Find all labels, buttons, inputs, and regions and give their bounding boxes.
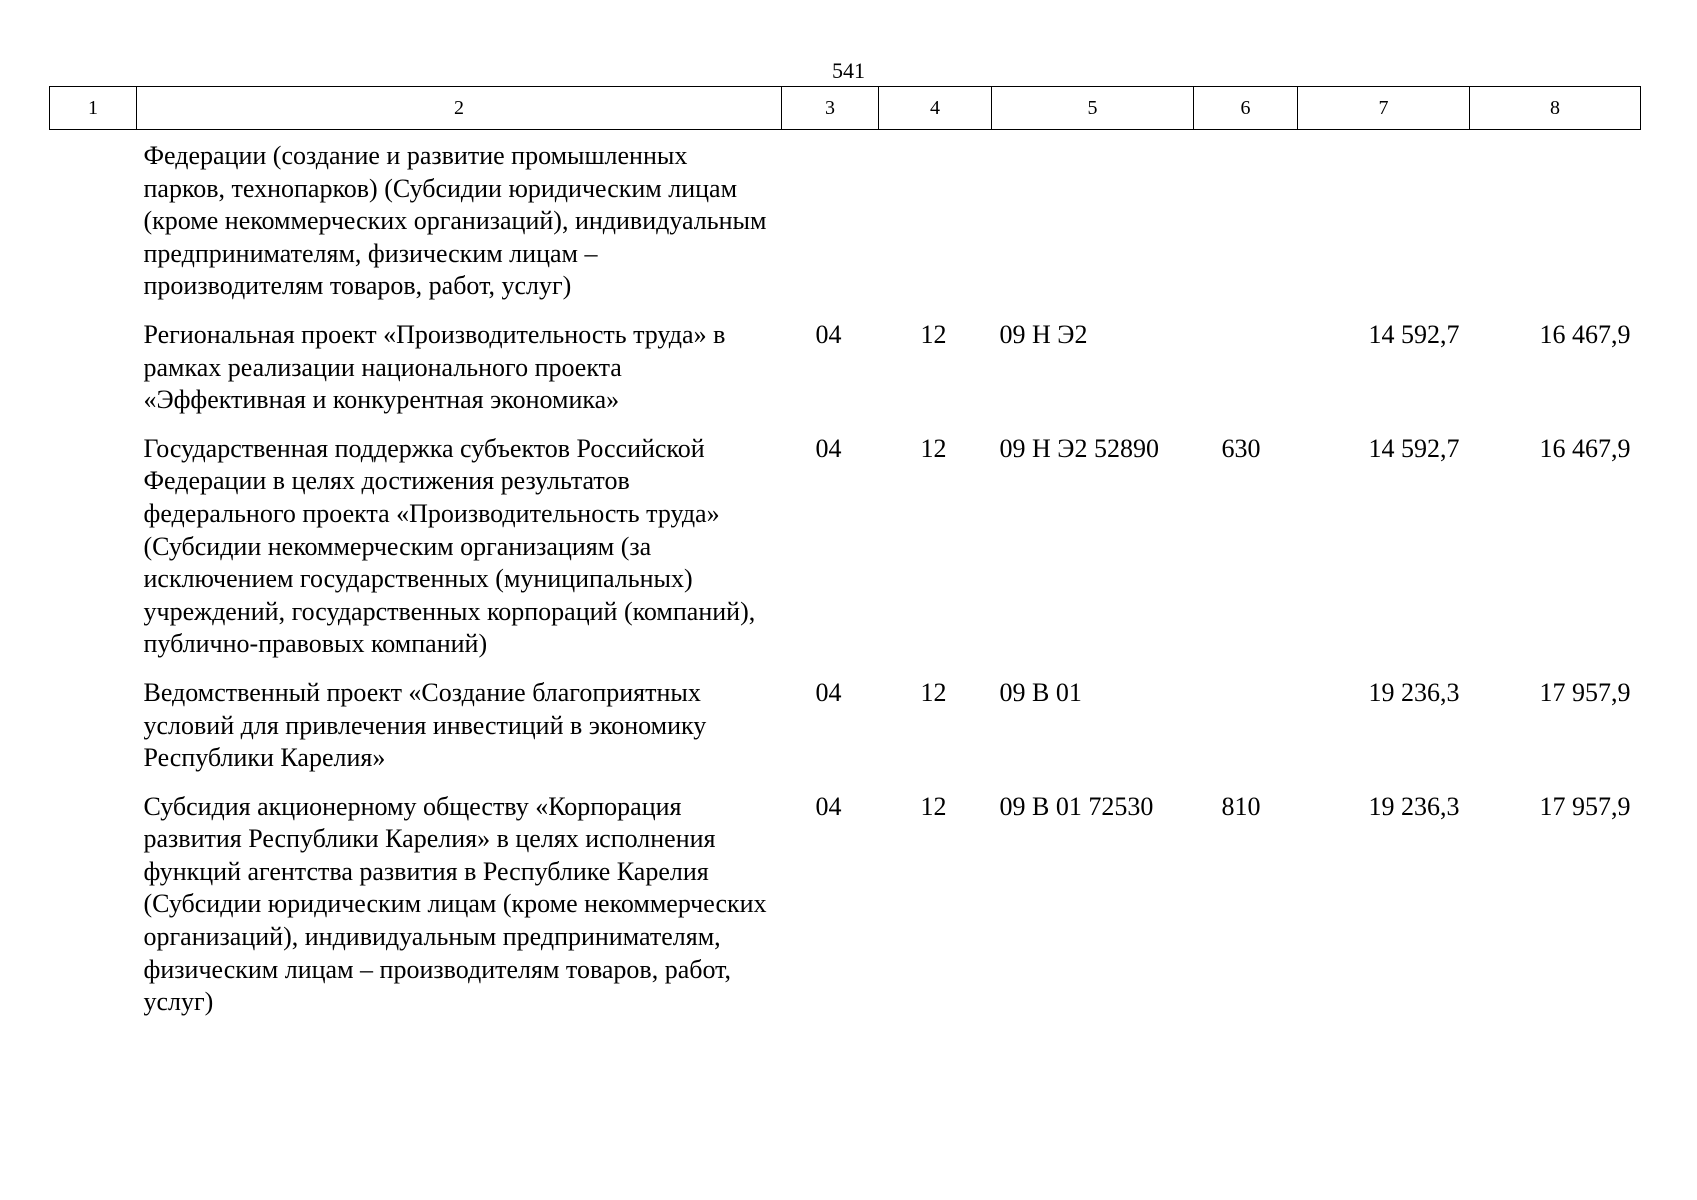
row-csr: 09 Н Э2 [999,319,1088,349]
row-podrazdel: 12 [920,677,947,707]
row-csr: 09 Н Э2 52890 [999,433,1159,463]
budget-table [49,86,1641,1035]
row-podrazdel: 12 [920,319,947,349]
row-vr [1194,319,1298,433]
row-name: Субсидия акционерному обществу «Корпорация развития Республики Карелия» в целях исполнения функций агентства развития в Республике Карелия (Субсидии юридическим лицам (кроме некоммерческих организаций), индивидуальным предпринимателям, физическим лицам – производителям товаров, работ, услуг) [143,791,767,1017]
table-row [50,319,1641,433]
row-podrazdel: 12 [920,791,947,821]
row-year2 [1470,130,1641,319]
row-razdel [782,130,879,319]
header-col-2: 2 [137,87,782,130]
row-year1: 19 236,3 [1368,677,1460,707]
header-col-8: 8 [1470,87,1641,130]
header-col-4: 4 [879,87,992,130]
row-name: Федерации (создание и развитие промышленных парков, технопарков) (Субсидии юридическим лицам (кроме некоммерческих организаций), индивидуальным предпринимателям, физическим лицам – производителям товаров, работ, услуг) [143,141,767,301]
table-header [50,87,1641,130]
row-vr [1194,677,1298,791]
row-year2: 16 467,9 [1539,433,1631,463]
row-razdel: 04 [815,677,842,707]
header-col-1: 1 [50,87,137,130]
row-year2: 16 467,9 [1539,319,1631,349]
row-vr: 810 [1221,791,1261,821]
row-year1: 14 592,7 [1368,319,1460,349]
table-row [50,130,1641,319]
row-vr [1194,130,1298,319]
header-row [50,87,1641,130]
row-podrazdel: 12 [920,433,947,463]
row-podrazdel [879,130,992,319]
table-row [50,791,1641,1035]
header-col-7: 7 [1298,87,1470,130]
row-csr: 09 В 01 [999,677,1082,707]
row-csr: 09 В 01 72530 [999,791,1154,821]
row-year1: 14 592,7 [1368,433,1460,463]
page-number: 541 [832,58,865,83]
row-razdel: 04 [815,433,842,463]
row-year1 [1298,130,1470,319]
header-col-3: 3 [782,87,879,130]
row-year1: 19 236,3 [1368,791,1460,821]
row-name: Ведомственный проект «Создание благоприятных условий для привлечения инвестиций в экономику Республики Карелия» [143,677,707,773]
row-razdel: 04 [815,319,842,349]
row-name: Региональная проект «Производительность труда» в рамках реализации национального проекта «Эффективная и конкурентная экономика» [143,319,726,415]
row-csr [992,130,1194,319]
table-body [50,130,1641,1035]
table-row [50,433,1641,677]
row-razdel: 04 [815,791,842,821]
row-vr: 630 [1221,433,1261,463]
row-year2: 17 957,9 [1539,677,1631,707]
table-row [50,677,1641,791]
header-col-5: 5 [992,87,1194,130]
header-col-6: 6 [1194,87,1298,130]
row-name: Государственная поддержка субъектов Российской Федерации в целях достижения результатов федерального проекта «Производительность труда» (Субсидии некоммерческим организациям (за исключением государственных (муниципальных) учреждений, государственных корпораций (компаний), публично-правовых компаний) [143,433,756,659]
row-year2: 17 957,9 [1539,791,1631,821]
